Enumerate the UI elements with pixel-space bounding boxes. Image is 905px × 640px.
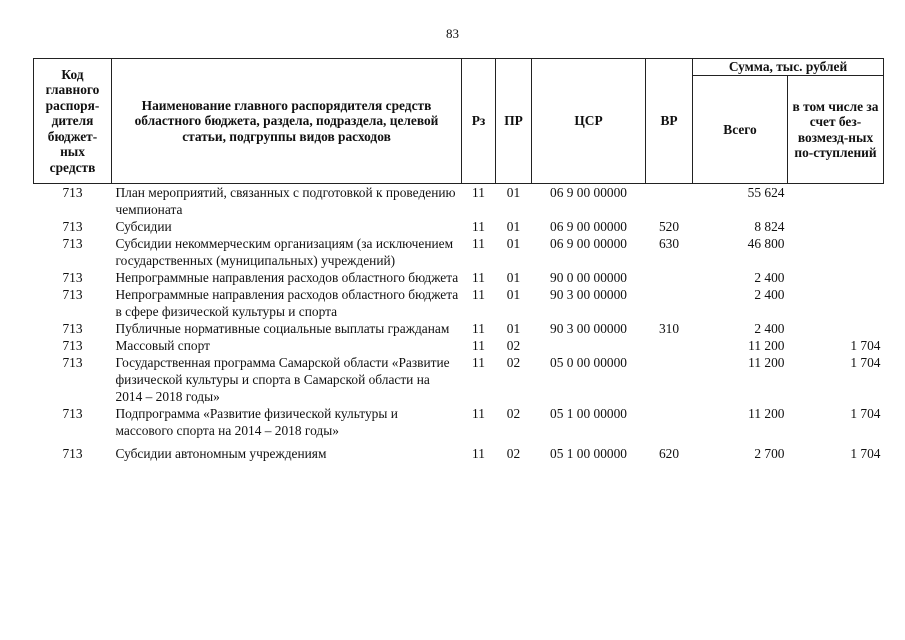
cell-code: 713 — [62, 338, 83, 353]
cell-total: 11 200 — [748, 355, 785, 370]
cell-csr: 05 1 00 00000 — [550, 406, 627, 421]
cell-name: Государственная программа Самарской области «Развитие физической культуры и спорта в Самарской области на 2014 – 2018 годы» — [115, 355, 450, 404]
header-name: Наименование главного распорядителя средств областного бюджета, раздела, подраздела, целевой статьи, подгруппы видов расходов — [112, 59, 462, 184]
table-row — [34, 445, 884, 462]
cell-code: 713 — [62, 236, 83, 251]
cell-pr: 01 — [506, 236, 521, 251]
cell-rz: 11 — [472, 270, 485, 285]
cell-csr: 90 3 00 00000 — [550, 287, 627, 302]
cell-gratuitous: 1 704 — [850, 355, 881, 370]
cell-vr — [646, 286, 693, 320]
cell-gratuitous — [788, 286, 884, 320]
cell-csr: 05 0 00 00000 — [550, 355, 627, 370]
header-code: Код главного распоря-дителя бюджет-ных средств — [34, 59, 112, 184]
cell-gratuitous — [788, 320, 884, 337]
cell-rz: 11 — [472, 236, 485, 251]
cell-total: 11 200 — [748, 406, 785, 421]
cell-csr: 05 1 00 00000 — [550, 446, 627, 461]
cell-name: Субсидии автономным учреждениям — [115, 446, 327, 461]
cell-gratuitous — [788, 235, 884, 269]
cell-vr: 630 — [658, 236, 680, 251]
cell-name: План мероприятий, связанных с подготовкой к проведению чемпионата — [115, 185, 456, 217]
cell-code: 713 — [62, 219, 83, 234]
cell-total: 2 400 — [754, 287, 785, 302]
cell-pr: 01 — [506, 185, 521, 200]
cell-rz: 11 — [472, 185, 485, 200]
cell-code: 713 — [62, 406, 83, 421]
cell-vr: 520 — [658, 219, 680, 234]
cell-rz: 11 — [472, 355, 485, 370]
cell-csr: 06 9 00 00000 — [550, 236, 627, 251]
header-total: Всего — [693, 76, 788, 184]
cell-pr: 02 — [506, 338, 521, 353]
cell-rz: 11 — [472, 338, 485, 353]
cell-rz: 11 — [472, 446, 485, 461]
cell-name: Субсидии — [115, 219, 172, 234]
header-sum: Сумма, тыс. рублей — [693, 59, 884, 76]
cell-rz: 11 — [472, 321, 485, 336]
cell-total: 55 624 — [747, 185, 785, 200]
cell-csr: 06 9 00 00000 — [550, 185, 627, 200]
cell-total: 2 700 — [754, 446, 785, 461]
cell-gratuitous: 1 704 — [850, 338, 881, 353]
table-row — [34, 269, 884, 286]
cell-code: 713 — [62, 355, 83, 370]
cell-pr: 02 — [506, 446, 521, 461]
cell-code: 713 — [62, 270, 83, 285]
cell-rz: 11 — [472, 287, 485, 302]
cell-csr: 90 3 00 00000 — [550, 321, 627, 336]
table-body — [34, 184, 884, 463]
cell-vr: 310 — [658, 321, 680, 336]
cell-pr: 01 — [506, 219, 521, 234]
cell-csr: 06 9 00 00000 — [550, 219, 627, 234]
cell-gratuitous: 1 704 — [850, 446, 881, 461]
header-gratuitous: в том числе за счет без-возмезд-ных по-ступлений — [788, 76, 884, 184]
cell-gratuitous: 1 704 — [850, 406, 881, 421]
cell-name: Субсидии некоммерческим организациям (за исключением государственных (муниципальных) учреждений) — [115, 236, 454, 268]
cell-pr: 01 — [506, 270, 521, 285]
cell-total: 2 400 — [754, 321, 785, 336]
cell-pr: 02 — [506, 355, 521, 370]
page-number: 83 — [446, 26, 459, 41]
cell-vr — [646, 337, 693, 354]
cell-total: 2 400 — [754, 270, 785, 285]
cell-csr — [532, 337, 646, 354]
cell-vr — [646, 405, 693, 439]
cell-vr — [646, 184, 693, 219]
cell-gratuitous — [788, 269, 884, 286]
header-vr: ВР — [646, 59, 693, 184]
cell-name: Публичные нормативные социальные выплаты гражданам — [115, 321, 450, 336]
cell-vr — [646, 269, 693, 286]
cell-rz: 11 — [472, 219, 485, 234]
table-row — [34, 235, 884, 269]
header-pr: ПР — [496, 59, 532, 184]
table-row — [34, 354, 884, 405]
table-row — [34, 405, 884, 439]
table-row — [34, 286, 884, 320]
cell-gratuitous — [788, 184, 884, 219]
cell-name: Непрограммные направления расходов областного бюджета в сфере физической культуры и спорта — [115, 287, 459, 319]
cell-pr: 02 — [506, 406, 521, 421]
cell-vr — [646, 354, 693, 405]
cell-rz: 11 — [472, 406, 485, 421]
table-row — [34, 320, 884, 337]
cell-name: Подпрограмма «Развитие физической культуры и массового спорта на 2014 – 2018 годы» — [115, 406, 398, 438]
cell-pr: 01 — [506, 287, 521, 302]
cell-name: Непрограммные направления расходов областного бюджета — [115, 270, 459, 285]
table-row — [34, 337, 884, 354]
table-row — [34, 218, 884, 235]
header-csr: ЦСР — [532, 59, 646, 184]
cell-total: 46 800 — [747, 236, 785, 251]
cell-csr: 90 0 00 00000 — [550, 270, 627, 285]
cell-vr: 620 — [658, 446, 680, 461]
table-header — [34, 59, 884, 184]
cell-total: 11 200 — [748, 338, 785, 353]
cell-pr: 01 — [506, 321, 521, 336]
table-row — [34, 184, 884, 219]
budget-table — [33, 58, 884, 462]
cell-name: Массовый спорт — [115, 338, 210, 353]
cell-code: 713 — [62, 446, 83, 461]
cell-gratuitous — [788, 218, 884, 235]
header-rz: Рз — [462, 59, 496, 184]
cell-code: 713 — [62, 287, 83, 302]
cell-total: 8 824 — [754, 219, 785, 234]
cell-code: 713 — [62, 321, 83, 336]
cell-code: 713 — [62, 185, 83, 200]
